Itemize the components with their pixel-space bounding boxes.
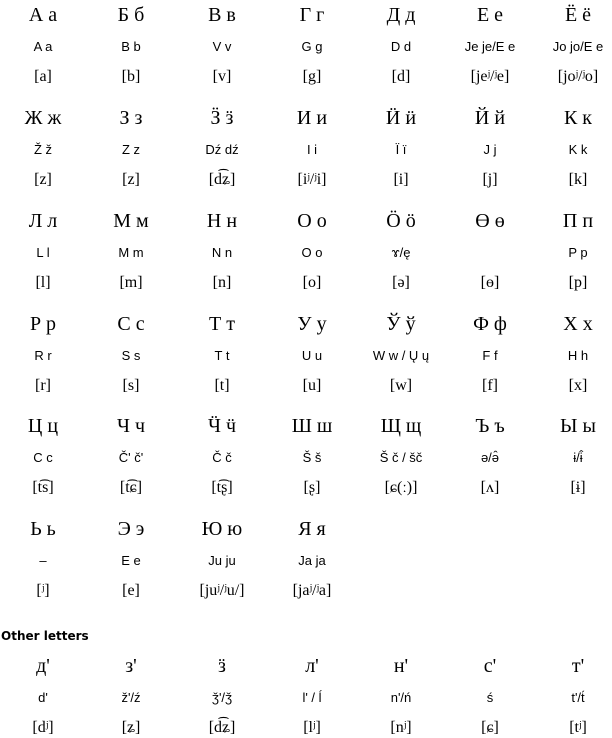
latin-transliteration: J j (483, 142, 497, 157)
cyrillic-letter: Й й (474, 107, 506, 129)
latin-transliteration: K k (568, 142, 588, 157)
latin-transliteration: V v (212, 39, 232, 54)
ipa-value: [jeʲ/ʲe] (470, 68, 510, 85)
cyrillic-letter: Ө ө (475, 210, 505, 232)
latin-transliteration: Č č (212, 450, 232, 465)
ipa-value: [z] (34, 171, 52, 188)
cyrillic-letter: Ў ў (386, 313, 416, 335)
latin-transliteration: H h (567, 348, 589, 363)
ipa-value: [d͡ʑ] (208, 171, 236, 188)
latin-transliteration: d' (38, 690, 48, 705)
ipa-value: [ə] (392, 274, 410, 291)
latin-transliteration: Š č / šč (379, 450, 423, 465)
ipa-value: [t͡ʂ] (211, 479, 233, 496)
latin-transliteration: I i (306, 142, 318, 157)
ipa-value: [e] (122, 582, 140, 599)
ipa-value: [nʲ] (390, 719, 412, 736)
cyrillic-letter: У у (297, 313, 327, 335)
cyrillic-letter: Э э (117, 518, 145, 540)
ipa-value: [u] (302, 377, 322, 394)
latin-transliteration: G g (301, 39, 323, 54)
cyrillic-letter: Ӟ ӟ (210, 107, 234, 129)
ipa-value: [joʲ/ʲo] (557, 68, 599, 85)
ipa-value: [iʲ/ʲi] (297, 171, 327, 188)
latin-transliteration: E e (121, 553, 141, 568)
latin-transliteration: Z z (121, 142, 141, 157)
cyrillic-letter: Ю ю (201, 518, 243, 540)
latin-transliteration: Je je/E e (464, 39, 516, 54)
ipa-value: [ɕ(ː)] (384, 479, 418, 496)
latin-transliteration: Jo jo/E e (552, 39, 604, 54)
cyrillic-letter: Ӧ ӧ (386, 210, 416, 232)
cyrillic-letter: Ж ж (24, 107, 62, 129)
cyrillic-letter: с' (483, 655, 497, 677)
cyrillic-letter: Щ щ (380, 415, 422, 437)
cyrillic-letter: Ы ы (560, 415, 596, 437)
latin-transliteration: O o (301, 245, 323, 260)
cyrillic-letter: И и (296, 107, 328, 129)
latin-transliteration: ś (486, 690, 494, 705)
section-title-other-letters: Other letters (1, 629, 89, 643)
ipa-value: [g] (302, 68, 322, 85)
latin-transliteration: N n (211, 245, 233, 260)
latin-transliteration: – (39, 553, 47, 568)
latin-transliteration: n'/ń (390, 690, 412, 705)
cyrillic-letter: ӟ (218, 655, 226, 677)
latin-transliteration: R r (34, 348, 52, 363)
latin-transliteration: Ju ju (208, 553, 236, 568)
ipa-value: [m] (119, 274, 143, 291)
latin-transliteration: L l (36, 245, 50, 260)
latin-transliteration: A a (33, 39, 53, 54)
ipa-value: [jaʲ/ʲa] (292, 582, 332, 599)
latin-transliteration: B b (121, 39, 141, 54)
ipa-value: [juʲ/ʲu/] (199, 582, 245, 599)
latin-transliteration: P p (568, 245, 588, 260)
cyrillic-letter: З з (119, 107, 143, 129)
ipa-value: [ʂ] (303, 479, 321, 496)
latin-transliteration: M m (118, 245, 144, 260)
ipa-value: [t͡ɕ] (119, 479, 143, 496)
latin-transliteration: T t (214, 348, 230, 363)
cyrillic-letter: Ц ц (27, 415, 59, 437)
latin-transliteration: D d (390, 39, 412, 54)
ipa-value: [t͡s] (32, 479, 54, 496)
ipa-value: [d] (391, 68, 411, 85)
ipa-value: [z] (122, 171, 140, 188)
cyrillic-letter: Ф ф (473, 313, 507, 335)
latin-transliteration: Dź dź (205, 142, 239, 157)
cyrillic-letter: Х х (563, 313, 593, 335)
latin-transliteration: Ja ja (298, 553, 326, 568)
latin-transliteration: C c (33, 450, 53, 465)
cyrillic-letter: П п (562, 210, 594, 232)
ipa-value: [ɨ] (570, 479, 586, 496)
cyrillic-letter: Ӵ ӵ (207, 415, 237, 437)
cyrillic-letter: С с (117, 313, 145, 335)
latin-transliteration: W w / Ų ų (372, 348, 430, 363)
ipa-value: [j] (482, 171, 498, 188)
ipa-value: [o] (302, 274, 322, 291)
ipa-value: [dʲ] (32, 719, 54, 736)
latin-transliteration: Ž ž (33, 142, 53, 157)
latin-transliteration: Š š (302, 450, 322, 465)
cyrillic-letter: Ч ч (116, 415, 146, 437)
ipa-value: [r] (35, 377, 51, 394)
ipa-value: [n] (212, 274, 232, 291)
latin-transliteration: ž'/ź (121, 690, 141, 705)
latin-transliteration: ə/ə̂ (480, 450, 500, 465)
cyrillic-letter: Е е (476, 4, 504, 26)
ipa-value: [f] (482, 377, 498, 394)
latin-transliteration: ɨ/ɨ̂ (573, 450, 583, 465)
ipa-value: [v] (212, 68, 232, 85)
latin-transliteration: ɤ/ę (391, 245, 411, 260)
cyrillic-letter: т' (571, 655, 585, 677)
latin-transliteration: ǯ'/ǯ (211, 690, 233, 705)
ipa-value: [p] (568, 274, 588, 291)
cyrillic-letter: з' (125, 655, 137, 677)
ipa-value: [a] (34, 68, 52, 85)
cyrillic-letter: Ӥ ӥ (385, 107, 417, 129)
cyrillic-letter: д' (36, 655, 50, 677)
ipa-value: [d͡ʑ] (208, 719, 236, 736)
ipa-value: [tʲ] (569, 719, 587, 736)
ipa-value: [x] (568, 377, 588, 394)
cyrillic-letter: Л л (28, 210, 58, 232)
cyrillic-letter: Д д (386, 4, 416, 26)
cyrillic-letter: О о (297, 210, 327, 232)
ipa-value: [b] (121, 68, 141, 85)
cyrillic-letter: Ь ь (30, 518, 56, 540)
latin-transliteration: l' / ĺ (302, 690, 322, 705)
ipa-value: [l] (35, 274, 51, 291)
cyrillic-letter: Г г (299, 4, 325, 26)
latin-transliteration: U u (301, 348, 323, 363)
cyrillic-letter: Б б (117, 4, 145, 26)
latin-transliteration: Ï ï (395, 142, 407, 157)
latin-transliteration: Č' č' (118, 450, 144, 465)
ipa-value: [ɵ] (480, 274, 500, 291)
ipa-value: [lʲ] (303, 719, 321, 736)
cyrillic-letter: Ш ш (291, 415, 333, 437)
cyrillic-letter: Р р (29, 313, 57, 335)
cyrillic-letter: Ъ ъ (475, 415, 505, 437)
ipa-value: [ɕ] (481, 719, 499, 736)
ipa-value: [k] (568, 171, 588, 188)
latin-transliteration: S s (121, 348, 141, 363)
ipa-value: [ʌ] (480, 479, 500, 496)
cyrillic-letter: А а (28, 4, 58, 26)
cyrillic-letter: М м (113, 210, 149, 232)
cyrillic-letter: Ё ё (564, 4, 592, 26)
ipa-value: [ʲ] (36, 582, 50, 599)
latin-transliteration: F f (482, 348, 498, 363)
cyrillic-letter: Т т (209, 313, 235, 335)
ipa-value: [i] (393, 171, 409, 188)
cyrillic-letter: Н н (206, 210, 238, 232)
cyrillic-letter: В в (208, 4, 236, 26)
ipa-value: [ʑ] (121, 719, 141, 736)
cyrillic-letter: н' (393, 655, 409, 677)
cyrillic-letter: л' (305, 655, 319, 677)
ipa-value: [w] (389, 377, 413, 394)
latin-transliteration: t'/t́ (571, 690, 585, 705)
cyrillic-letter: К к (563, 107, 593, 129)
ipa-value: [t] (214, 377, 230, 394)
ipa-value: [s] (122, 377, 140, 394)
cyrillic-letter: Я я (298, 518, 326, 540)
